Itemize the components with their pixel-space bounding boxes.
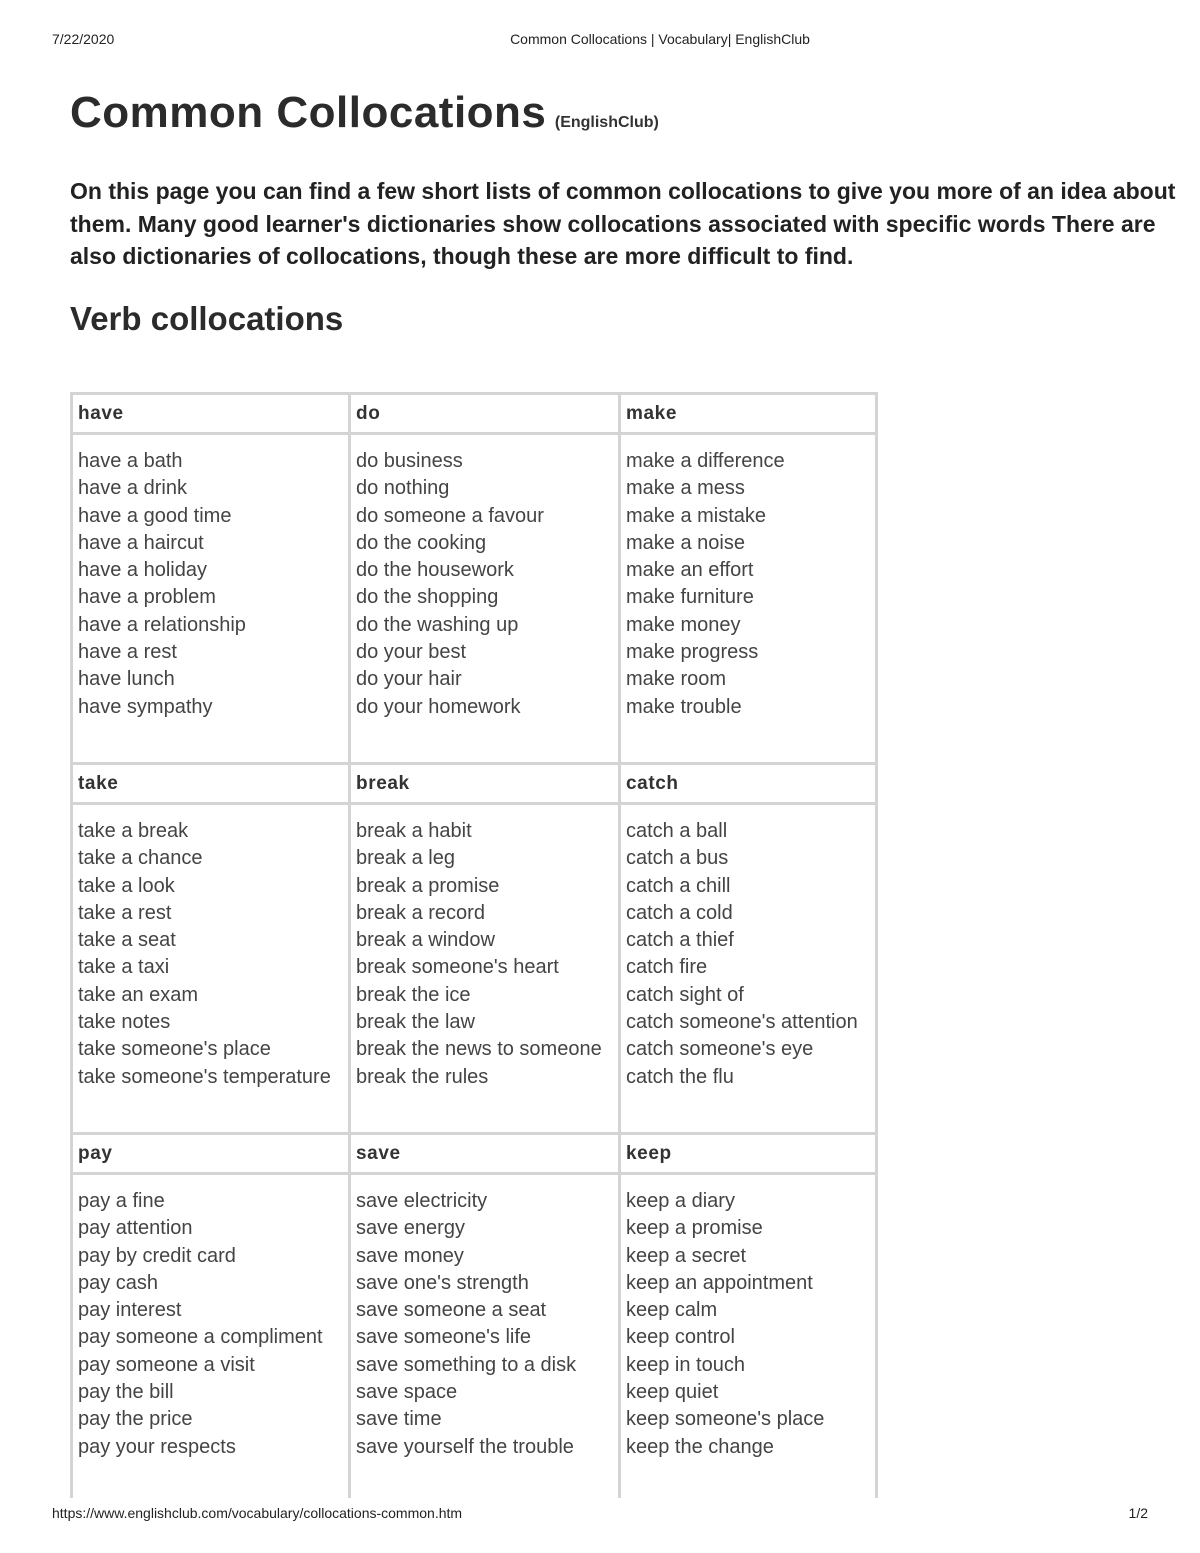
collocation-item: catch a chill [626, 874, 731, 897]
table-header-row [73, 395, 875, 435]
collocation-item: take a rest [78, 901, 172, 924]
collocation-cell [351, 805, 621, 1135]
collocation-item: catch a cold [626, 901, 733, 924]
collocation-item: have lunch [78, 668, 175, 691]
collocation-item: keep in touch [626, 1353, 745, 1376]
print-footer [0, 1505, 1200, 1525]
print-header [0, 31, 1200, 51]
collocation-item: take an exam [78, 983, 199, 1006]
collocation-cell [351, 435, 621, 765]
collocation-item: take a break [78, 820, 189, 842]
collocation-item: break the ice [356, 983, 471, 1006]
collocation-item: take someone's temperature [78, 1065, 331, 1088]
collocation-item: save one's strength [356, 1271, 529, 1294]
table-row [73, 435, 875, 765]
collocation-item: catch sight of [626, 983, 744, 1006]
collocation-item: take a seat [78, 929, 176, 952]
collocation-item: break a promise [356, 874, 500, 897]
collocation-item: do the washing up [356, 613, 519, 636]
page-title [70, 88, 659, 138]
collocation-item: keep an appointment [626, 1271, 813, 1294]
collocation-item: do nothing [356, 477, 450, 500]
verb-header: catch [621, 765, 875, 805]
print-url: https://www.englishclub.com/vocabulary/collocations-common.htm [52, 1505, 463, 1521]
verb-header: have [73, 395, 351, 435]
collocation-item: have a relationship [78, 613, 246, 636]
collocation-item: do your homework [356, 695, 521, 718]
collocation-item: catch fire [626, 956, 708, 979]
collocation-item: save someone's life [356, 1326, 532, 1349]
collocation-item: make trouble [626, 695, 742, 718]
table-row [73, 805, 875, 1135]
collocation-item: do the cooking [356, 531, 487, 554]
collocation-item: do your hair [356, 668, 462, 691]
page-title-text: Common Collocations [70, 88, 547, 137]
collocation-item: keep calm [626, 1299, 718, 1322]
collocation-item: do the housework [356, 559, 514, 582]
collocation-item: save something to a disk [356, 1353, 577, 1376]
collocation-item: take a taxi [78, 956, 170, 979]
section-heading: Verb collocations [70, 300, 344, 337]
collocation-item: pay your respects [78, 1435, 236, 1458]
collocation-item: have a problem [78, 586, 216, 609]
collocation-item: keep a promise [626, 1217, 763, 1240]
print-date: 7/22/2020 [52, 31, 115, 47]
table-header-row [73, 1135, 875, 1175]
collocation-item: save someone a seat [356, 1299, 547, 1322]
intro-paragraph: On this page you can find a few short lists of common collocations to give you more of an idea about them. Many good learner's dictionaries show collocations associated with specific words There are also dictionaries of collocations, though these are more difficult to find. [70, 178, 1176, 269]
collocation-item: break a record [356, 901, 485, 924]
collocation-item: do the shopping [356, 586, 499, 609]
collocation-item: keep control [626, 1326, 735, 1349]
collocation-item: save electricity [356, 1190, 488, 1212]
collocation-item: pay attention [78, 1217, 193, 1240]
collocation-item: have a holiday [78, 559, 207, 582]
collocation-item: save time [356, 1408, 442, 1431]
collocation-item: catch a bus [626, 847, 729, 870]
collocation-item: pay a fine [78, 1190, 165, 1212]
collocation-cell [73, 1175, 351, 1498]
collocation-cell [73, 805, 351, 1135]
collocation-item: pay by credit card [78, 1244, 236, 1267]
collocation-item: break a leg [356, 847, 455, 870]
collocation-item: break someone's heart [356, 956, 559, 979]
collocation-item: catch a thief [626, 929, 734, 952]
collocation-item: pay cash [78, 1271, 159, 1294]
collocation-item: save yourself the trouble [356, 1435, 574, 1458]
collocation-item: make a difference [626, 450, 785, 472]
print-page-number: 1/2 [1128, 1505, 1148, 1521]
collocation-item: keep the change [626, 1435, 774, 1458]
collocation-item: make money [626, 613, 741, 636]
collocation-item: break the news to someone [356, 1038, 602, 1061]
table-row [73, 1175, 875, 1498]
collocations-table-body [73, 395, 875, 1498]
collocation-item: pay the price [78, 1408, 193, 1431]
collocation-item: have a rest [78, 641, 177, 664]
collocation-item: make furniture [626, 586, 754, 609]
collocation-item: take notes [78, 1011, 171, 1034]
collocation-cell [351, 1175, 621, 1498]
collocation-item: make a mess [626, 477, 745, 500]
collocation-item: keep quiet [626, 1381, 719, 1404]
verb-header: pay [73, 1135, 351, 1175]
collocation-cell [621, 1175, 875, 1498]
collocation-item: do your best [356, 641, 467, 664]
verb-header: keep [621, 1135, 875, 1175]
collocation-item: make room [626, 668, 727, 691]
collocation-cell [621, 435, 875, 765]
collocation-item: save money [356, 1244, 464, 1267]
collocation-cell [73, 435, 351, 765]
collocation-item: have a drink [78, 477, 187, 500]
collocation-item: catch a ball [626, 820, 728, 842]
collocation-item: save energy [356, 1217, 465, 1240]
collocation-item: have a good time [78, 504, 232, 527]
collocation-item: break a window [356, 929, 495, 952]
collocation-item: make progress [626, 641, 759, 664]
collocation-item: break the rules [356, 1065, 489, 1088]
verb-header: do [351, 395, 621, 435]
collocation-item: take a chance [78, 847, 203, 870]
collocation-item: do someone a favour [356, 504, 544, 527]
collocation-item: make a mistake [626, 504, 767, 527]
verb-header: take [73, 765, 351, 805]
table-header-row [73, 765, 875, 805]
verb-header: save [351, 1135, 621, 1175]
collocation-item: pay someone a visit [78, 1353, 255, 1376]
collocation-item: have sympathy [78, 695, 213, 718]
collocation-item: have a bath [78, 450, 183, 472]
collocation-item: save space [356, 1381, 458, 1404]
collocation-item: keep a diary [626, 1190, 735, 1212]
collocation-cell [621, 805, 875, 1135]
collocation-item: keep someone's place [626, 1408, 825, 1431]
print-doc-title: Common Collocations | Vocabulary| EnglishClub [510, 31, 810, 47]
collocations-table [73, 395, 875, 1498]
collocation-item: catch someone's eye [626, 1038, 814, 1061]
collocation-item: make an effort [626, 559, 754, 582]
collocation-item: take someone's place [78, 1038, 271, 1061]
collocation-item: take a look [78, 874, 175, 897]
collocation-item: catch the flu [626, 1065, 734, 1088]
collocation-item: have a haircut [78, 531, 204, 554]
verb-header: break [351, 765, 621, 805]
collocation-item: make a noise [626, 531, 745, 554]
page-title-source: (EnglishClub) [554, 114, 659, 131]
collocation-item: keep a secret [626, 1244, 747, 1267]
collocation-item: pay the bill [78, 1381, 174, 1404]
collocation-item: break a habit [356, 820, 472, 842]
collocation-item: do business [356, 450, 463, 472]
collocation-item: pay interest [78, 1299, 182, 1322]
collocation-item: break the law [356, 1011, 475, 1034]
collocations-table-container [70, 392, 878, 1498]
collocation-item: catch someone's attention [626, 1011, 858, 1034]
verb-header: make [621, 395, 875, 435]
collocation-item: pay someone a compliment [78, 1326, 323, 1349]
